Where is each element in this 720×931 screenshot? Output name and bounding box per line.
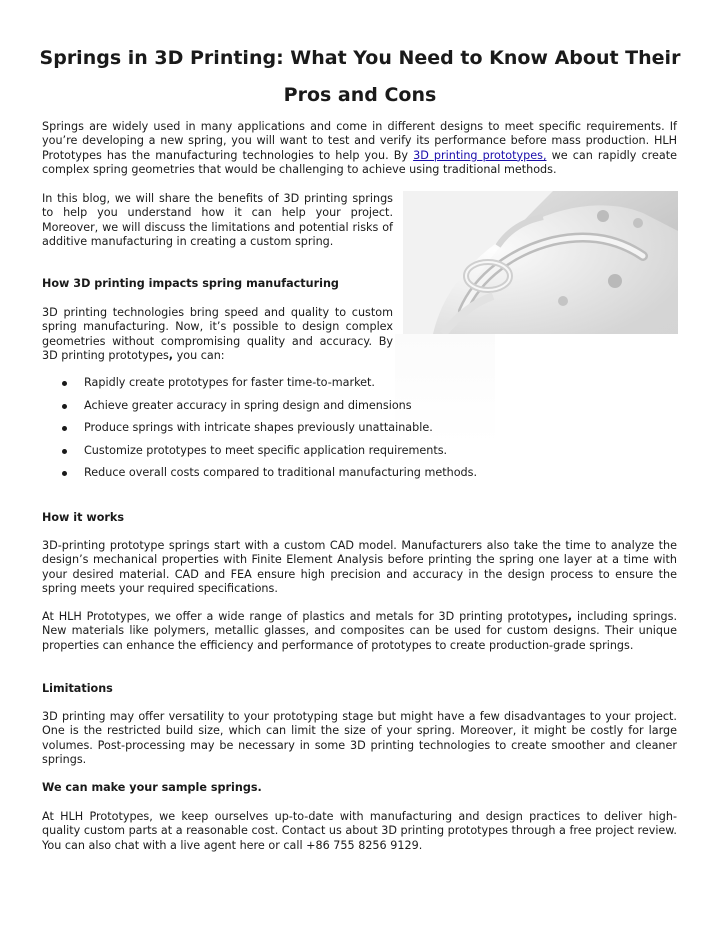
bullet-icon <box>62 449 67 454</box>
how-bold-comma: , <box>567 610 573 623</box>
title-line-1: Springs in 3D Printing: What You Need to Know About Their <box>39 47 681 69</box>
list-item-text: Rapidly create prototypes for faster time-to-market. <box>84 376 375 389</box>
3d-printed-spring-photo <box>403 191 678 334</box>
benefits-list <box>42 376 672 489</box>
heading-how-it-works: How it works <box>42 511 124 524</box>
list-item <box>42 376 672 399</box>
impacts-paragraph <box>42 306 393 364</box>
how-text-after-bold: including springs. New materials like polymers, metallic glasses, and composites can be used for custom designs. Their unique properties can enhance the efficiency and performance of prototypes to create production-grade springs. <box>42 610 678 652</box>
list-item <box>42 444 672 467</box>
impacts-text-after-bold: you can: <box>173 349 225 363</box>
limitations-paragraph: 3D printing may offer versatility to your prototyping stage but might have a few disadvantages to your project. One is the restricted build size, which can limit the size of your spring. Moreover, it might be costly for large volumes. Post-processing may be necessary in some 3D printing technologies to create smoother and cleaner springs. <box>42 710 677 767</box>
bullet-icon <box>62 426 67 431</box>
impacts-text-before-bold: 3D printing technologies bring speed and quality to custom spring manufacturing. Now, it’s possible to design complex geometries without compromising quality and accuracy. By 3D printing prototypes <box>42 306 393 363</box>
bullet-icon <box>62 381 67 386</box>
list-item-text: Customize prototypes to meet specific application requirements. <box>84 443 448 457</box>
how-it-works-paragraph-2 <box>42 610 677 653</box>
page-title <box>30 40 690 114</box>
spring-part-image <box>403 191 678 334</box>
heading-impacts: How 3D printing impacts spring manufacturing <box>42 277 339 290</box>
list-item <box>42 466 672 489</box>
heading-limitations: Limitations <box>42 682 113 695</box>
heading-sample-springs: We can make your sample springs. <box>42 781 262 794</box>
bullet-icon <box>62 471 67 476</box>
intro-text-after-link: we can rapidly create complex spring geometries that would be challenging to achieve using traditional methods. <box>42 148 677 177</box>
title-line-2: Pros and Cons <box>283 84 437 106</box>
list-item <box>42 421 672 444</box>
intro-paragraph <box>42 120 677 178</box>
bullet-icon <box>62 404 67 409</box>
3d-printing-prototypes-link[interactable]: 3D printing prototypes, <box>413 148 547 162</box>
how-text-before-bold: At HLH Prototypes, we offer a wide range of plastics and metals for 3D printing prototypes <box>42 610 568 623</box>
impacts-bold-comma: , <box>168 349 174 363</box>
how-it-works-paragraph-1: 3D-printing prototype springs start with a custom CAD model. Manufacturers also take the time to analyze the design’s mechanical properties with Finite Element Analysis before printing the spring one layer at a time with your desired material. CAD and FEA ensure high precision and accuracy in the design process to ensure the spring meets your required specifications. <box>42 539 677 596</box>
list-item <box>42 399 672 422</box>
sample-springs-paragraph: At HLH Prototypes, we keep ourselves up-to-date with manufacturing and design practices to deliver high-quality custom parts at a reasonable cost. Contact us about 3D printing prototypes through a free project review. You can also chat with a live agent here or call +86 755 8256 9129. <box>42 810 677 852</box>
list-item-text: Achieve greater accuracy in spring design and dimensions <box>84 398 412 412</box>
list-item-text: Produce springs with intricate shapes previously unattainable. <box>84 421 433 435</box>
list-item-text: Reduce overall costs compared to traditional manufacturing methods. <box>84 466 478 480</box>
blog-intro-paragraph: In this blog, we will share the benefits of 3D printing springs to help you understand how it can help your project. Moreover, we will discuss the limitations and potential risks of additive manufacturing in creating a custom spring. <box>42 192 393 249</box>
intro-text-before-link: Springs are widely used in many applications and come in different designs to meet specific requirements. If you’re developing a new spring, you will want to test and verify its performance before mass production. HLH Prototypes has the manufacturing technologies to help you. By <box>42 120 677 162</box>
